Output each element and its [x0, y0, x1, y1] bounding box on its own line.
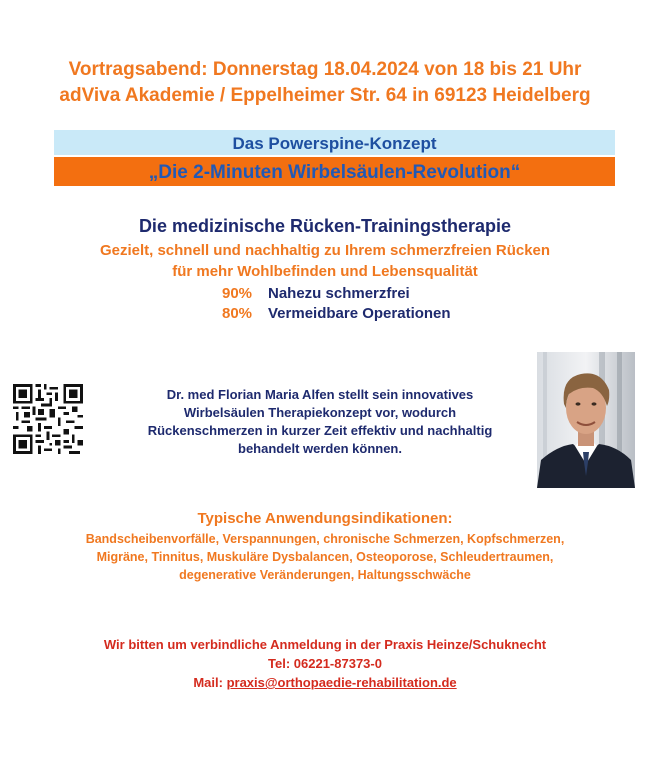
stat-percent: 80%: [222, 305, 253, 322]
indications-line: Migräne, Tinnitus, Muskuläre Dysbalancen, Osteoporose, Schleudertraumen,: [96, 550, 554, 564]
mail-link[interactable]: praxis@orthopaedie-rehabilitation.de: [226, 675, 457, 690]
qr-code-icon[interactable]: [13, 384, 83, 454]
intro-line: behandelt werden können.: [238, 441, 402, 456]
benefit-line-1: Gezielt, schnell und nachhaltig zu Ihrem schmerzfreien Rücken: [99, 242, 551, 259]
intro-line: Dr. med Florian Maria Alfen stellt sein innovatives: [166, 387, 474, 402]
speaker-intro: [110, 386, 530, 458]
therapy-title: Die medizinische Rücken-Trainingstherapie: [138, 216, 512, 236]
event-location-line: adViva Akademie / Eppelheimer Str. 64 in 69123 Heidelberg: [59, 85, 591, 106]
phone-number: Tel: 06221-87373-0: [268, 656, 382, 671]
benefit-line-2: für mehr Wohlbefinden und Lebensqualität: [172, 263, 478, 280]
stat-row: [0, 285, 650, 305]
speaker-portrait: [537, 352, 635, 488]
indications-title: Typische Anwendungsindikationen:: [197, 510, 453, 527]
indications-line: Bandscheibenvorfälle, Verspannungen, chronische Schmerzen, Kopfschmerzen,: [85, 532, 565, 546]
stat-label: Nahezu schmerzfrei: [268, 285, 410, 302]
mail-line: [0, 675, 650, 690]
indications-list: [40, 530, 610, 584]
indications-line: degenerative Veränderungen, Haltungsschwäche: [179, 568, 471, 582]
concept-slogan-bar: „Die 2-Minuten Wirbelsäulen-Revolution“: [54, 157, 615, 186]
registration-note: Wir bitten um verbindliche Anmeldung in der Praxis Heinze/Schuknecht: [103, 637, 547, 652]
mail-label: Mail:: [193, 675, 227, 690]
event-date-line: Vortragsabend: Donnerstag 18.04.2024 von 18 bis 21 Uhr: [68, 59, 582, 80]
intro-line: Wirbelsäulen Therapiekonzept vor, wodurch: [183, 405, 457, 420]
concept-title-bar: Das Powerspine-Konzept: [54, 130, 615, 155]
stat-label: Vermeidbare Operationen: [268, 305, 451, 322]
intro-line: Rückenschmerzen in kurzer Zeit effektiv und nachhaltig: [147, 423, 493, 438]
stat-row: [0, 305, 650, 325]
stat-percent: 90%: [222, 285, 253, 302]
